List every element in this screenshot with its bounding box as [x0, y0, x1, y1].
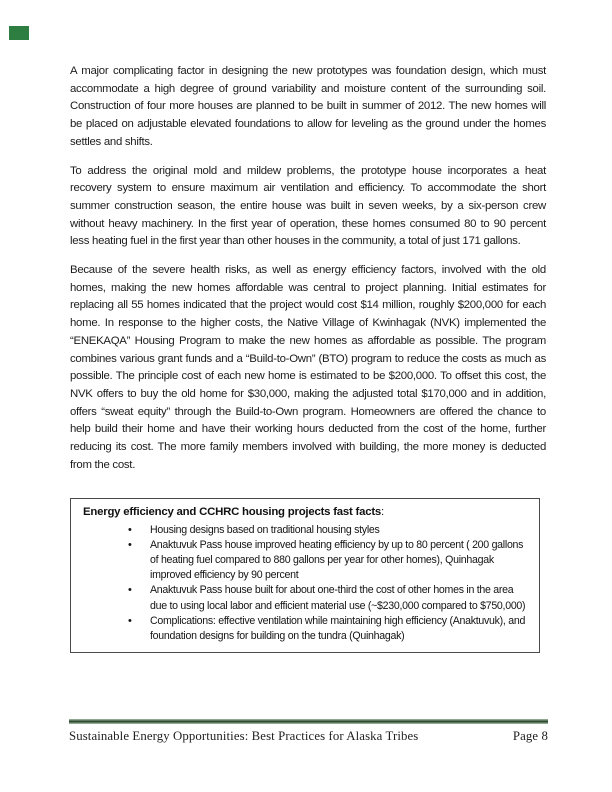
bullet-icon: • — [128, 614, 132, 627]
fast-facts-item — [128, 523, 529, 538]
corner-accent-mark — [9, 26, 29, 40]
bullet-icon: • — [128, 584, 132, 597]
fast-facts-item — [128, 538, 529, 584]
body-text — [70, 63, 546, 485]
fast-facts-item-text: Anaktuvuk Pass house improved heating efficiency by up to 80 percent ( 200 gallons of heating fuel compared to 880 gallons per year for other homes), Quinhagak improved efficiency by 90 percent — [150, 538, 524, 582]
fast-facts-heading-text: Energy efficiency and CCHRC housing projects fast facts — [83, 506, 382, 518]
footer-document-title: Sustainable Energy Opportunities: Best Practices for Alaska Tribes — [69, 729, 419, 743]
paragraph-affordability: Because of the severe health risks, as well as energy efficiency factors, involved with the old homes, making the new homes affordable was central to project planning. Initial estimates for replacing all 55 homes indicated that the project would cost $14 million, roughly $200,000 for each home. In response to the higher costs, the Native Village of Kwinhagak (NVK) implemented the “ENEKAQA” Housing Program to make the new homes as affordable as possible. The program combines various grant funds and a “Build-to-Own” (BTO) program to reduce the costs as much as possible. The principle cost of each new home is estimated to be $200,000. To offset this cost, the NVK offers to buy the old home for $30,000, making the adjusted total $170,000 and in addition, offers “sweat equity” through the Build-to-Own program. Homeowners are offered the chance to help build their home and have their working hours deducted from the cost of the home, further reducing its cost. The more family members involved with building, the more money is deducted from the cost. — [70, 264, 546, 471]
fast-facts-item-text: Complications: effective ventilation while maintaining high efficiency (Anaktuvuk), and foundation designs for building on the tundra (Quinhagak) — [150, 614, 526, 642]
fast-facts-item — [128, 614, 529, 644]
fast-facts-list — [83, 523, 529, 645]
page-footer — [69, 729, 548, 744]
bullet-icon: • — [128, 523, 132, 536]
fast-facts-item — [128, 583, 529, 613]
fast-facts-box — [70, 498, 540, 653]
paragraph-heat-recovery: To address the original mold and mildew problems, the prototype house incorporates a heat recovery system to ensure maximum air ventilation and efficiency. To accommodate the short summer construction season, the entire house was built in seven weeks, by a six-person crew without heavy machinery. In the first year of operation, these homes consumed 80 to 90 percent less heating fuel in the first year than other houses in the community, a total of just 171 gallons. — [70, 164, 546, 248]
fast-facts-heading — [83, 505, 529, 521]
fast-facts-item-text: Housing designs based on traditional housing styles — [150, 523, 380, 536]
footer-page-number: Page 8 — [512, 729, 548, 743]
fast-facts-heading-colon: : — [381, 506, 384, 518]
footer-divider-rule — [69, 719, 548, 724]
paragraph-foundation-design: A major complicating factor in designing the new prototypes was foundation design, which must accommodate a high degree of ground variability and moisture content of the surrounding soil. Construction of four more houses are planned to be built in summer of 2012. The new homes will be placed on adjustable elevated foundations to allow for leveling as the ground under the homes settles and shifts. — [70, 65, 546, 148]
bullet-icon: • — [128, 538, 132, 551]
fast-facts-item-text: Anaktuvuk Pass house built for about one-third the cost of other homes in the area due to using local labor and efficient material use (~$230,000 compared to $750,000) — [150, 584, 526, 612]
